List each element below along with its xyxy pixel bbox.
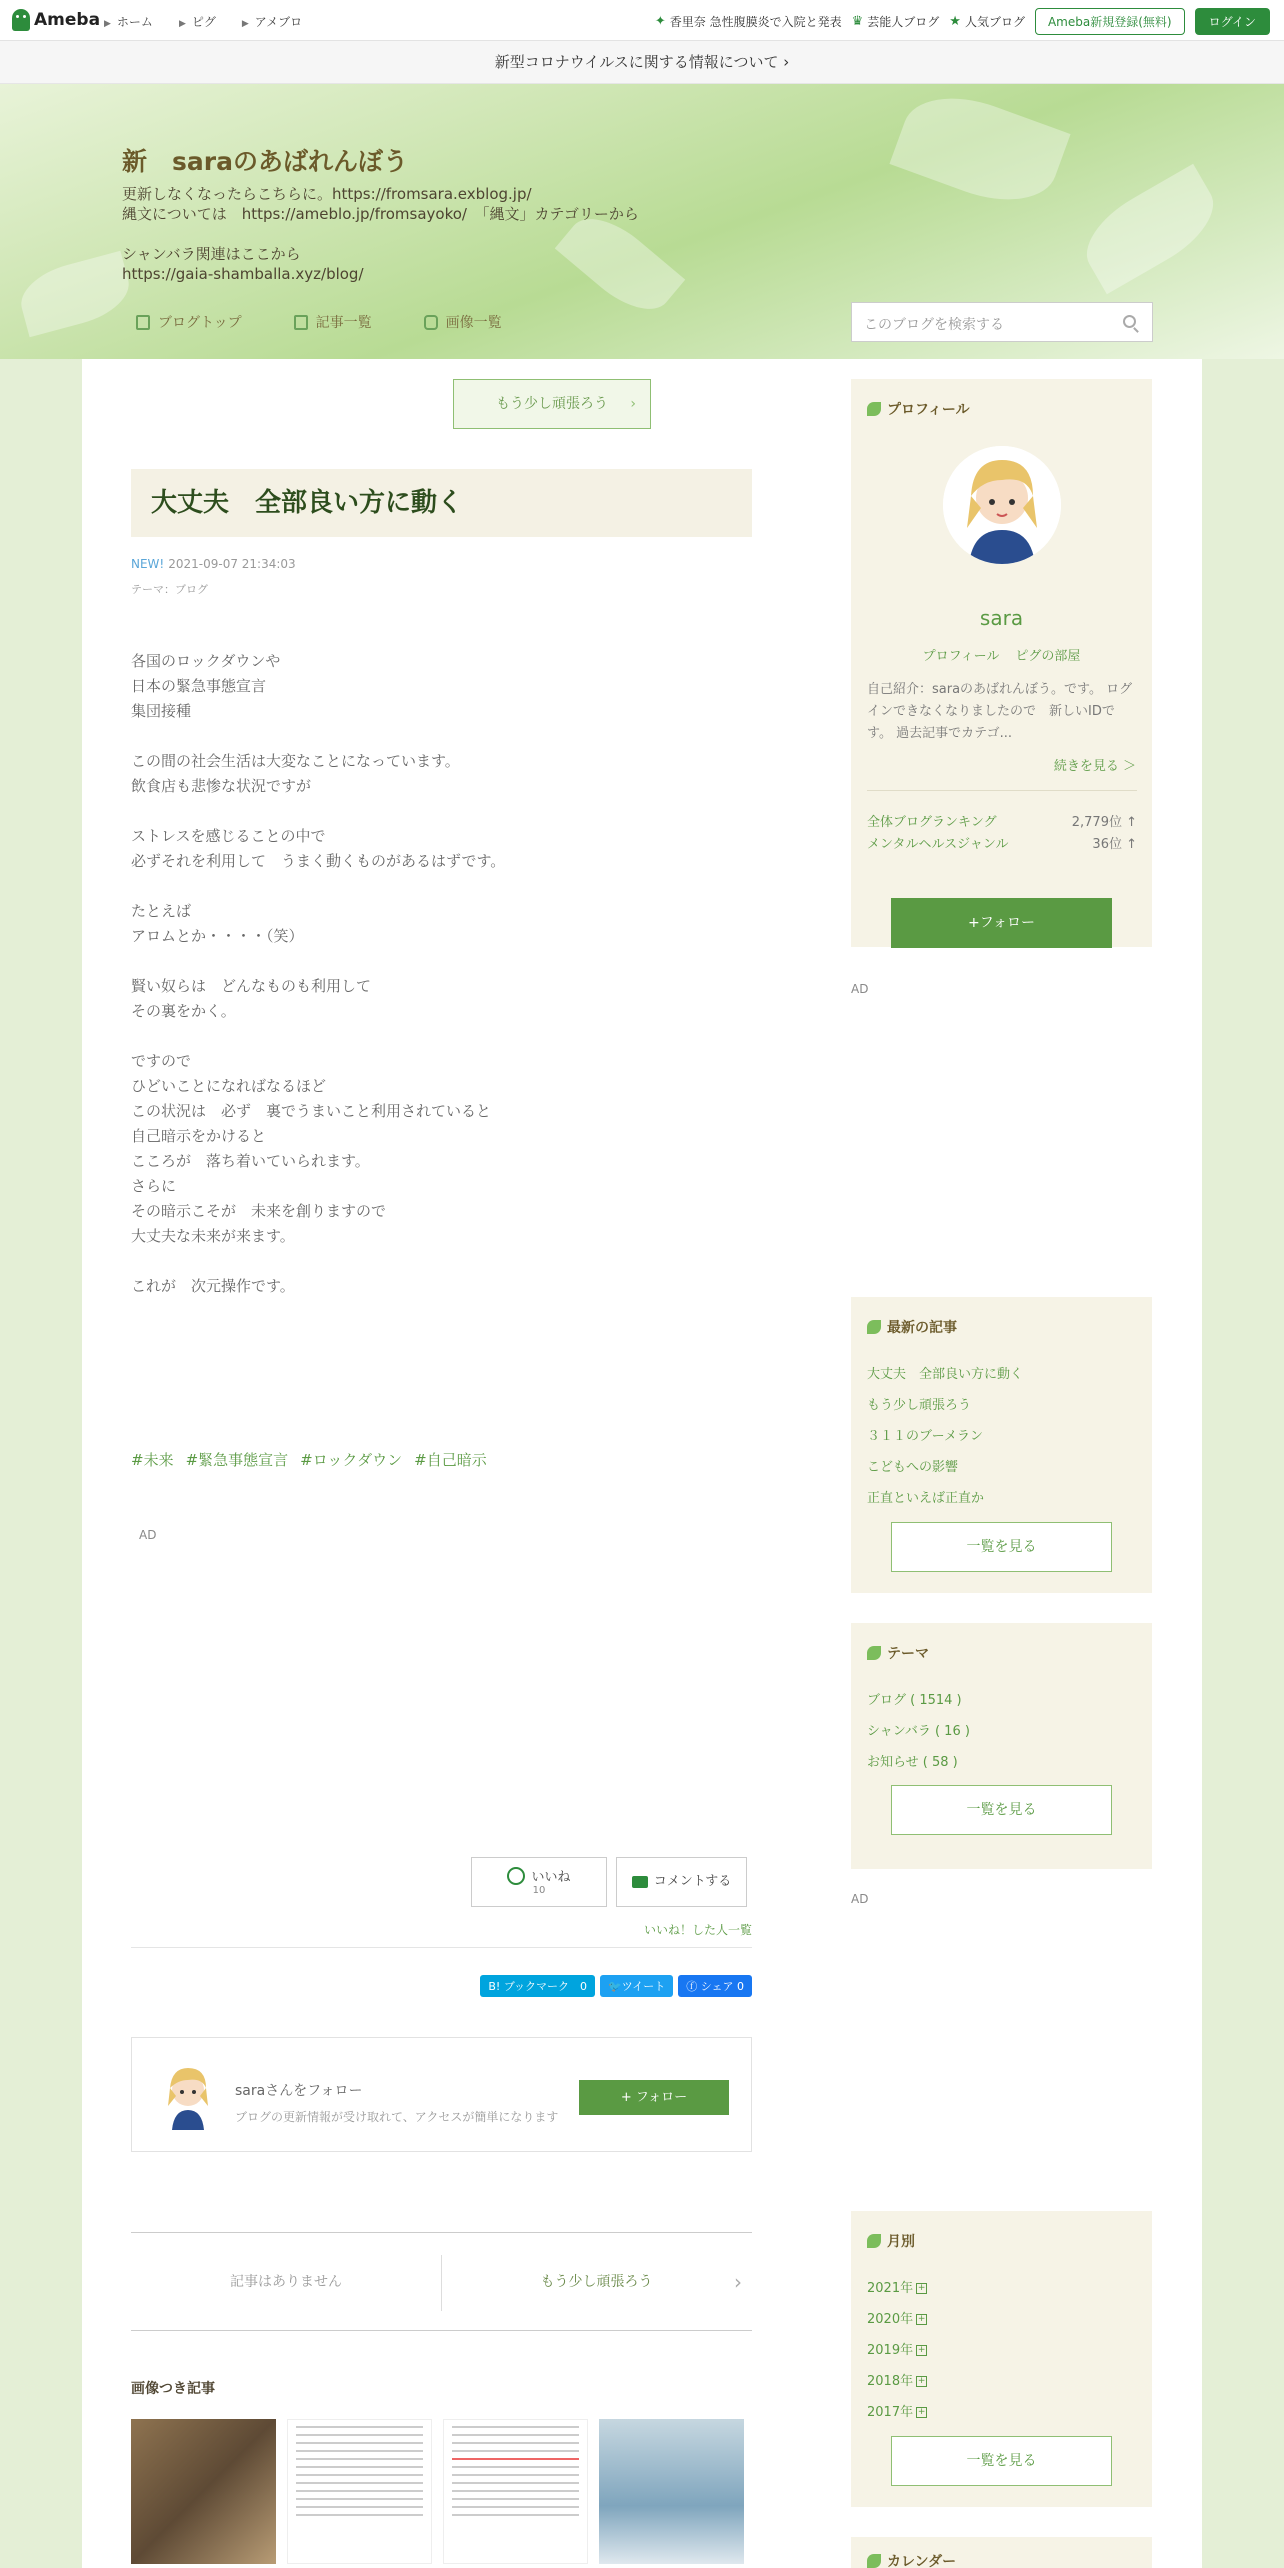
- image-entry-thumbnail[interactable]: [443, 2419, 588, 2564]
- comment-icon: [632, 1876, 648, 1888]
- like-row: [472, 1866, 606, 1887]
- blog-top-link[interactable]: [136, 312, 242, 332]
- expand-icon[interactable]: +: [917, 2345, 926, 2355]
- image-entries-heading: 画像つき記事: [131, 2381, 215, 2397]
- news-label: 香里奈 急性腹膜炎で入院と発表: [669, 15, 842, 29]
- image-entry-thumbnail[interactable]: [131, 2419, 276, 2564]
- body-line: [131, 1249, 752, 1274]
- chevron-right-icon: ›: [783, 53, 790, 71]
- body-line: [131, 874, 752, 899]
- rank-label: 全体ブログランキング: [867, 815, 997, 830]
- facebook-share-button[interactable]: [678, 1975, 752, 1997]
- tweet-label: ツイート: [621, 1980, 666, 1993]
- celebrity-blog-link[interactable]: [852, 13, 940, 30]
- new-badge: NEW!: [131, 557, 165, 571]
- top-bar: [0, 0, 1284, 41]
- follow-card-desc: ブログの更新情報が受け取れて、アクセスが簡単になります: [235, 2110, 559, 2124]
- recent-entry-link[interactable]: 大丈夫 全部良い方に動く: [867, 1367, 1024, 1382]
- avatar: [156, 2062, 220, 2130]
- prev-entry-button[interactable]: [453, 379, 651, 429]
- search-placeholder: このブログを検索する: [864, 317, 1004, 333]
- caret-icon: ▶: [241, 19, 249, 29]
- next-entry-label: もう少し頑張ろう: [540, 2274, 653, 2290]
- expand-icon[interactable]: +: [917, 2407, 926, 2417]
- blog-description: [122, 184, 639, 284]
- share-buttons: [480, 1975, 752, 1997]
- calendar-heading: [867, 2551, 956, 2568]
- body-line: この間の社会生活は大変なことになっています。: [131, 752, 460, 770]
- likers-list-link[interactable]: いいね！した人一覧: [643, 1923, 752, 1937]
- nav-pigg-label: ピグ: [191, 15, 216, 29]
- image-entry-thumbnail[interactable]: [287, 2419, 432, 2564]
- hashtag[interactable]: #自己暗示: [414, 1451, 487, 1469]
- calendar-box: [851, 2537, 1152, 2568]
- profile-links: [851, 645, 1152, 664]
- body-line: ですので: [131, 1052, 192, 1070]
- entry-datetime: 2021-09-07 21:34:03: [168, 557, 296, 571]
- hashtag[interactable]: #未来: [131, 1451, 174, 1469]
- expand-icon[interactable]: +: [917, 2376, 926, 2386]
- desc-line: https://gaia-shamballa.xyz/blog/: [122, 265, 364, 283]
- image-entries: [131, 2419, 744, 2564]
- calendar-heading-label: カレンダー: [887, 2554, 957, 2568]
- body-line: こころが 落ち着いていられます。: [131, 1152, 370, 1170]
- nav-home[interactable]: [104, 13, 153, 30]
- body-line: 自己暗示をかけると: [131, 1127, 267, 1145]
- leaf-decoration: [14, 251, 136, 337]
- chevron-right-icon: ›: [734, 2270, 742, 2294]
- entry-theme[interactable]: テーマ：ブログ: [131, 583, 208, 596]
- profile-name[interactable]: sara: [979, 606, 1024, 630]
- hashtag[interactable]: #ロックダウン: [300, 1451, 403, 1469]
- blog-search-input[interactable]: [851, 302, 1153, 342]
- hatena-bookmark-button[interactable]: B! ブックマーク 0: [480, 1975, 595, 1997]
- image-entry-thumbnail[interactable]: [599, 2419, 744, 2564]
- prev-entry-label: もう少し頑張ろう: [496, 396, 608, 412]
- recent-entry-link[interactable]: 正直といえば正直か: [867, 1491, 985, 1506]
- theme-heading-label: テーマ: [887, 1646, 929, 1662]
- monthly-box: [851, 2211, 1152, 2507]
- expand-icon[interactable]: +: [917, 2283, 926, 2293]
- month-link[interactable]: [867, 2308, 927, 2327]
- profile-heading-label: プロフィール: [887, 402, 970, 418]
- entry-list-link[interactable]: [294, 312, 372, 332]
- monthly-heading-label: 月別: [887, 2234, 915, 2250]
- entry-title[interactable]: 大丈夫 全部良い方に動く: [131, 469, 752, 537]
- pigg-room-link[interactable]: ピグの部屋: [1015, 649, 1081, 664]
- nav-ameblo[interactable]: [242, 13, 302, 30]
- blog-top-label: ブログトップ: [158, 315, 242, 331]
- comment-button[interactable]: [616, 1857, 747, 1907]
- share-label: シェア 0: [700, 1980, 744, 1993]
- logo-text: Ameba: [34, 10, 101, 30]
- body-line: 必ずそれを利用して うまく動くものがあるはずです。: [131, 852, 506, 870]
- ad-label: AD: [851, 982, 869, 996]
- profile-more-link[interactable]: 続きを見る ＞: [1053, 759, 1136, 774]
- login-button[interactable]: ログイン: [1195, 8, 1270, 35]
- entry-pager: [131, 2232, 752, 2331]
- body-line: さらに: [131, 1177, 177, 1195]
- body-line: 日本の緊急事態宣言: [131, 677, 267, 695]
- hashtag[interactable]: #緊急事態宣言: [185, 1451, 289, 1469]
- rank-row[interactable]: [867, 833, 1137, 852]
- blog-header: [0, 84, 1284, 359]
- popular-blog-label: 人気ブログ: [964, 15, 1025, 29]
- entry-body: [131, 649, 752, 1299]
- body-line: 飲食店も悲惨な状況ですが: [131, 777, 312, 795]
- ameba-logo[interactable]: [12, 9, 100, 31]
- follow-card-name: saraさんをフォロー: [235, 2083, 363, 2099]
- desc-line: シャンバラ関連はここから: [122, 245, 301, 263]
- document-icon: [136, 315, 150, 330]
- celebrity-blog-label: 芸能人ブログ: [867, 15, 940, 29]
- nav-ameblo-label: アメブロ: [254, 15, 303, 29]
- smile-icon: [507, 1867, 525, 1885]
- monthly-all-button[interactable]: 一覧を見る: [891, 2436, 1112, 2486]
- follow-button[interactable]: + フォロー: [579, 2080, 729, 2115]
- copy-icon: [294, 315, 308, 330]
- rank-value: 2,779位 ↑: [1071, 815, 1137, 830]
- news-link[interactable]: [655, 13, 842, 30]
- leaf-icon: [867, 2554, 881, 2568]
- ad-label: AD: [139, 1528, 157, 1542]
- month-link[interactable]: [867, 2401, 927, 2420]
- recent-entry-link[interactable]: もう少し頑張ろう: [867, 1398, 972, 1413]
- desc-line: 縄文については https://ameblo.jp/fromsayoko/ 「縄文」カテゴリーから: [122, 205, 639, 223]
- desc-line: [122, 224, 639, 244]
- leaf-decoration: [1072, 164, 1228, 295]
- nav-home-label: ホーム: [116, 15, 153, 29]
- theme-link[interactable]: シャンバラ ( 16 ): [867, 1724, 970, 1739]
- body-line: [131, 724, 752, 749]
- hashtags: [131, 1449, 487, 1470]
- sparkle-icon: ✦: [654, 14, 666, 29]
- no-prev-entry: 記事はありません: [230, 2274, 342, 2290]
- theme-link[interactable]: お知らせ ( 58 ): [867, 1755, 958, 1770]
- ameba-logo-icon: [12, 9, 30, 31]
- like-button[interactable]: [471, 1857, 607, 1907]
- rank-label: メンタルヘルスジャンル: [867, 837, 1009, 852]
- recent-heading: [867, 1317, 957, 1337]
- recent-heading-label: 最新の記事: [887, 1320, 957, 1336]
- tweet-button[interactable]: [600, 1975, 673, 1997]
- header-right: [655, 8, 1270, 35]
- covid-banner-text: 新型コロナウイルスに関する情報について: [494, 53, 779, 71]
- divider: [131, 1947, 752, 1948]
- search-icon[interactable]: [1123, 315, 1136, 328]
- next-entry-link[interactable]: [441, 2233, 752, 2331]
- body-line: この状況は 必ず 裏でうまいこと利用されていると: [131, 1102, 492, 1120]
- theme-heading: [867, 1643, 929, 1663]
- chevron-right-icon: ›: [630, 396, 636, 412]
- main-content: [82, 359, 1202, 2568]
- body-line: その裏をかく。: [131, 1002, 236, 1020]
- body-line: [131, 1024, 752, 1049]
- covid-info-banner[interactable]: [0, 41, 1284, 84]
- global-nav: [104, 13, 302, 30]
- profile-link[interactable]: プロフィール: [922, 649, 1000, 664]
- popular-blog-link[interactable]: [949, 13, 1025, 30]
- theme-all-button[interactable]: 一覧を見る: [891, 1785, 1112, 1835]
- body-line: [131, 949, 752, 974]
- month-label: 2018年: [867, 2374, 914, 2389]
- like-label: いいね: [531, 1870, 571, 1885]
- theme-box: [851, 1623, 1152, 1869]
- entry-list-label: 記事一覧: [315, 315, 372, 331]
- body-line: アロムとか・・・・（笑）: [131, 927, 304, 945]
- body-line: これが 次元操作です。: [131, 1277, 295, 1295]
- profile-heading: [867, 399, 970, 419]
- month-link[interactable]: [867, 2277, 927, 2296]
- rank-row[interactable]: [867, 811, 1137, 830]
- like-count: 10: [532, 1884, 546, 1896]
- leaf-decoration: [889, 84, 1070, 219]
- body-line: その暗示こそが 未来を創りますので: [131, 1202, 387, 1220]
- sidebar-follow-button[interactable]: +フォロー: [891, 898, 1112, 948]
- divider: [867, 790, 1137, 791]
- image-list-label: 画像一覧: [445, 315, 502, 331]
- desc-line: 更新しなくなったらこちらに。https://fromsara.exblog.jp/: [122, 185, 532, 203]
- twitter-icon: 🐦: [608, 1980, 622, 1993]
- recent-entry-link[interactable]: こどもへの影響: [867, 1460, 959, 1475]
- recent-entry-link[interactable]: ３１１のブーメラン: [867, 1429, 983, 1444]
- month-label: 2020年: [867, 2312, 914, 2327]
- month-link[interactable]: [867, 2370, 927, 2389]
- month-label: 2019年: [867, 2343, 914, 2358]
- recent-entries-box: [851, 1297, 1152, 1593]
- follow-card: [131, 2037, 752, 2152]
- facebook-icon: ⓕ: [686, 1980, 701, 1993]
- caret-icon: ▶: [178, 19, 186, 29]
- body-line: 賢い奴らは どんなものも利用して: [131, 977, 372, 995]
- leaf-icon: [867, 1646, 881, 1660]
- body-line: 各国のロックダウンや: [131, 652, 281, 670]
- expand-icon[interactable]: +: [917, 2314, 926, 2324]
- star-icon: ★: [949, 14, 961, 29]
- register-button[interactable]: Ameba新規登録(無料): [1035, 8, 1185, 35]
- ad-label: AD: [851, 1892, 869, 1906]
- leaf-icon: [867, 2234, 881, 2248]
- profile-intro: 自己紹介：saraのあばれんぼう。です。 ログインできなくなりましたので 新しいIDです。 過去記事でカテゴ...: [867, 682, 1133, 741]
- body-line: 集団接種: [131, 702, 192, 720]
- comment-label: コメントする: [653, 1874, 732, 1889]
- month-label: 2017年: [867, 2405, 914, 2420]
- blog-title[interactable]: 新 saraのあばれんぼう: [122, 147, 408, 176]
- body-line: [131, 799, 752, 824]
- recent-all-button[interactable]: 一覧を見る: [891, 1522, 1112, 1572]
- image-list-link[interactable]: [424, 312, 502, 332]
- rank-value: 36位 ↑: [1092, 837, 1137, 852]
- body-line: ストレスを感じることの中で: [131, 827, 326, 845]
- leaf-icon: [867, 1320, 881, 1334]
- month-label: 2021年: [867, 2281, 914, 2296]
- camera-icon: [424, 315, 438, 330]
- body-line: ひどいことになればなるほど: [131, 1077, 327, 1095]
- body-line: 大丈夫な未来が来ます。: [131, 1227, 295, 1245]
- caret-icon: ▶: [104, 19, 111, 29]
- crown-icon: ♛: [851, 14, 864, 29]
- profile-box: [851, 379, 1152, 947]
- month-link[interactable]: [867, 2339, 927, 2358]
- nav-pigg[interactable]: [179, 13, 216, 30]
- theme-link[interactable]: ブログ ( 1514 ): [867, 1693, 962, 1708]
- blog-nav: [136, 312, 502, 332]
- profile-avatar[interactable]: [943, 446, 1061, 564]
- entry-meta: [131, 557, 296, 571]
- leaf-icon: [867, 402, 881, 416]
- body-line: たとえば: [131, 902, 192, 920]
- monthly-heading: [867, 2231, 915, 2251]
